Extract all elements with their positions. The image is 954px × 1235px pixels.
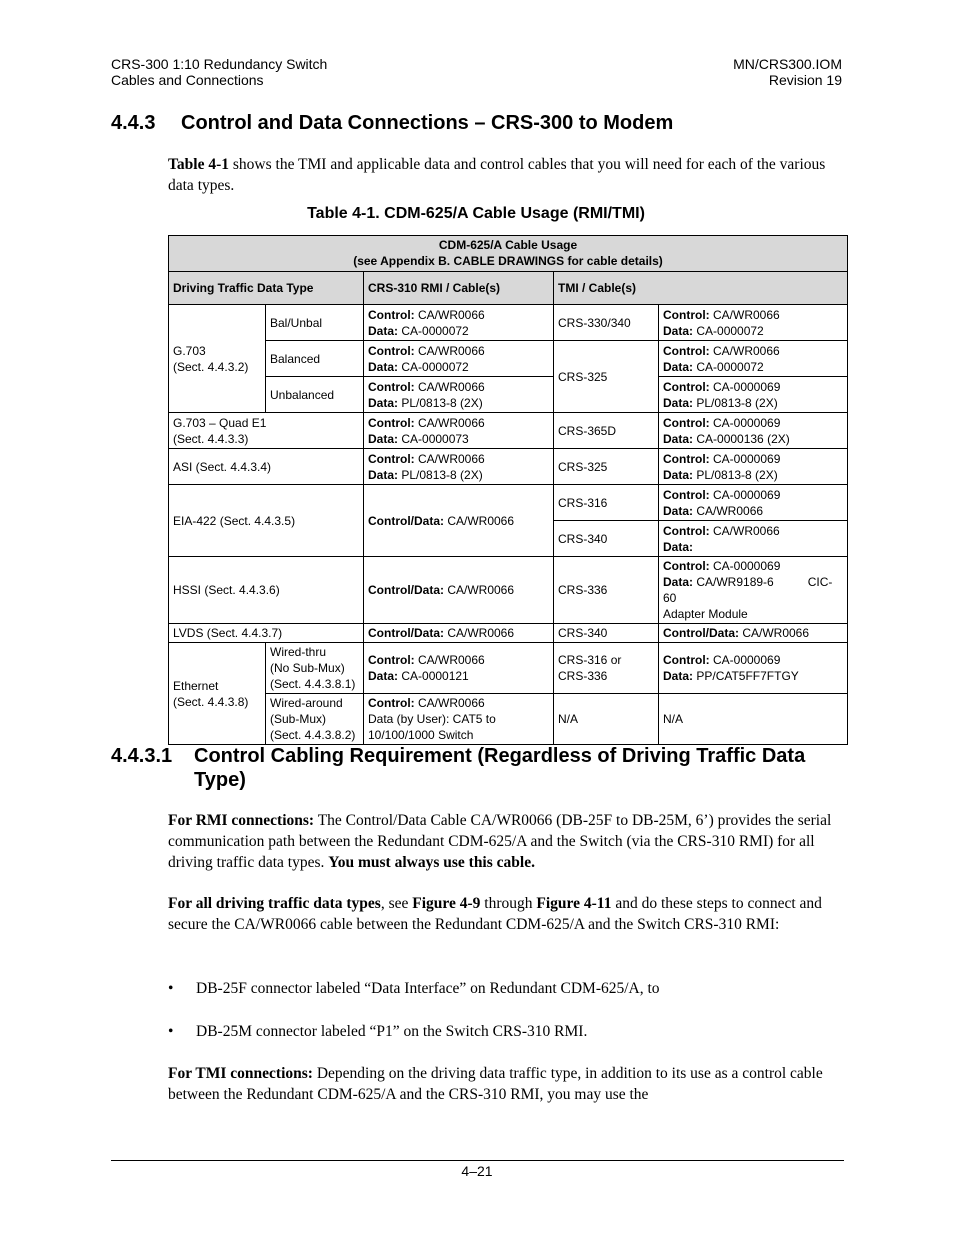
data-label: Data: [368,359,399,374]
header-revision: Revision 19 [768,72,842,88]
rmi-emphasis: You must always use this cable. [328,854,535,871]
table-reference: Table 4-1 [168,156,230,173]
subtype-cell: Unbalanced [266,377,364,413]
control-label: Control: [368,451,415,466]
tmi-cell: CRS-365D [554,413,659,449]
rmi-cable-cell [364,377,554,413]
data-cable: PL/0813-8 (2X) [693,467,778,482]
data-cable: PL/0813-8 (2X) [693,395,778,410]
control-cable: CA-0000069 [709,559,781,573]
subtype-name: Wired-around [270,696,343,710]
table-row [169,305,848,341]
table-title [169,236,848,272]
tmi-cable-cell [659,305,848,341]
type-cell: LVDS (Sect. 4.4.3.7) [169,624,364,643]
table-row [169,413,848,449]
footer-divider [111,1160,844,1161]
type-cell [169,413,364,449]
tmi-name: CRS-316 or [558,653,622,667]
table-row [169,643,848,694]
subtype-section: (Sect. 4.4.3.8.2) [270,728,356,742]
control-cable: CA-0000069 [709,653,781,667]
type-name: G.703 [173,343,206,358]
control-label: Control: [368,415,415,430]
tmi-cell: CRS-325 [554,449,659,485]
control-label: Control: [663,307,710,322]
control-data-label: Control/Data: [368,583,444,597]
col-header-rmi: CRS-310 RMI / Cable(s) [364,272,554,305]
tmi-cell: N/A [554,694,659,745]
control-cable: CA/WR0066 [414,653,485,667]
tmi-cell: CRS-340 [554,624,659,643]
control-cable: CA/WR0066 [414,696,485,710]
control-label: Control: [368,653,415,667]
header-doc-id: MN/CRS300.IOM [733,56,842,72]
control-label: Control: [663,523,710,538]
control-label: Control: [368,307,415,322]
table-header-row [169,272,848,305]
data-cable: CA-0000072 [398,323,469,338]
control-cable: CA-0000069 [709,487,781,502]
col-header-type: Driving Traffic Data Type [169,272,364,305]
rmi-text: The Control/Data Cable CA/WR0066 (DB-25F to DB-25M, 6’) provides the serial communication path between the Redundant CDM-625/A and the Switch (via the CRS-310 RMI) for all driving traffic data types. [168,812,832,871]
table-row [169,624,848,643]
tmi-name-alt: CRS-336 [558,669,608,683]
control-label: Control: [663,487,710,502]
running-header-right [733,56,842,88]
tmi-cell: CRS-340 [554,521,659,557]
tmi-cell [554,643,659,694]
tmi-text: Depending on the driving data traffic type, in addition to its use as a control cable between the Redundant CDM-625/A and the CRS-310 RMI, you may use the [168,1065,823,1103]
section-number: 4.4.3 [111,112,156,134]
type-name: G.703 – Quad E1 [173,415,267,430]
tmi-cable-cell [659,643,848,694]
rmi-cable-cell [364,305,554,341]
subtype-section: (Sect. 4.4.3.8.1) [270,677,356,691]
table-title-note: (see Appendix B. CABLE DRAWINGS for cable details) [353,254,663,268]
col-header-tmi: TMI / Cable(s) [554,272,848,305]
intro-paragraph [168,154,848,196]
section-title: Control and Data Connections – CRS-300 to Modem [181,112,674,134]
tmi-cable-cell [659,449,848,485]
type-cell [169,643,266,745]
control-cable: CA/WR0066 [709,307,780,322]
tmi-cable-cell [659,413,848,449]
control-data-label: Control/Data: [368,513,444,528]
type-name: Ethernet [173,678,219,693]
rmi-cable-cell [364,485,554,557]
rmi-cable-cell [364,643,554,694]
data-label: Data: [663,539,694,554]
tmi-lead: For TMI connections: [168,1065,313,1082]
subtype-note: (Sub-Mux) [270,712,327,726]
type-section: (Sect. 4.4.3.8) [173,694,249,709]
data-cable: CA/WR0066 [693,503,764,518]
bullet-text: DB-25F connector labeled “Data Interface” on Redundant CDM-625/A, to [196,980,660,997]
subtype-cell [266,694,364,745]
tmi-cable-cell [659,341,848,377]
control-cable: CA/WR0066 [709,343,780,358]
subtype-note: (No Sub-Mux) [270,661,345,675]
control-data-label: Control/Data: [663,626,739,640]
data-label: Data: [663,669,694,683]
control-cable: CA-0000069 [709,451,781,466]
data-label: Data: [368,431,399,446]
tmi-paragraph [168,1063,848,1105]
type-section: (Sect. 4.4.3.3) [173,431,249,446]
data-label: Data: [368,395,399,410]
table-row [169,341,848,377]
control-cable: CA/WR0066 [414,343,485,358]
page-number: 4–21 [461,1163,493,1179]
control-label: Control: [663,451,710,466]
data-label: Data: [368,669,399,683]
data-cable: CA-0000121 [398,669,469,683]
bullet-item [168,1021,587,1042]
control-label: Control: [663,559,710,573]
type-cell: EIA-422 (Sect. 4.4.3.5) [169,485,364,557]
figure-reference: Figure 4-11 [536,895,612,912]
control-cable: CA/WR0066 [414,379,485,394]
data-cable: CA-0000072 [693,323,764,338]
adapter-module: Adapter Module [663,607,748,621]
all-types-text: and do these steps to connect and secure the CA/WR0066 cable between the Redundant CDM-625/A and the Switch CRS-310 RMI: [168,895,822,933]
section-heading [111,112,673,135]
control-data-cable: CA/WR0066 [739,626,810,640]
rmi-cable-cell [364,694,554,745]
tmi-cable-cell [659,521,848,557]
tmi-cell: CRS-336 [554,557,659,624]
rmi-cable-cell [364,341,554,377]
data-cable: CA-0000072 [693,359,764,374]
subtype-cell: Bal/Unbal [266,305,364,341]
all-types-paragraph [168,893,848,935]
control-label: Control: [368,379,415,394]
control-data-label: Control/Data: [368,626,444,640]
cable-usage-table [168,235,848,745]
rmi-cable-cell [364,557,554,624]
data-cable: PL/0813-8 (2X) [398,467,483,482]
control-label: Control: [663,415,710,430]
tmi-cable-cell [659,624,848,643]
data-label: Data: [663,395,694,410]
type-cell: ASI (Sect. 4.4.3.4) [169,449,364,485]
tmi-cell: CRS-316 [554,485,659,521]
data-cable: CA/WR9189-6 [693,575,774,589]
tmi-cell: CRS-325 [554,341,659,413]
tmi-cable-cell [659,485,848,521]
adapter-cable: CIC-60 [663,575,833,605]
user-data-switch: 10/100/1000 Switch [368,728,474,742]
control-label: Control: [663,379,710,394]
subtype-cell: Balanced [266,341,364,377]
control-data-cable: CA/WR0066 [444,583,515,597]
bullet-icon: • [168,980,174,997]
type-cell [169,305,266,413]
intro-text: shows the TMI and applicable data and control cables that you will need for each of the various data types. [168,156,826,194]
table-row [169,694,848,745]
running-header-left [111,56,327,88]
control-cable: CA/WR0066 [709,523,780,538]
header-chapter: Cables and Connections [111,72,264,88]
data-label: Data: [368,323,399,338]
bullet-text: DB-25M connector labeled “P1” on the Switch CRS-310 RMI. [196,1023,588,1040]
subsection-heading [111,744,841,792]
data-label: Data: [663,323,694,338]
control-data-cable: CA/WR0066 [444,626,515,640]
data-cable: CA-0000072 [398,359,469,374]
subtype-name: Wired-thru [270,645,327,659]
all-types-lead: For all driving traffic data types [168,895,381,912]
control-cable: CA-0000069 [709,379,781,394]
header-product: CRS-300 1:10 Redundancy Switch [111,56,328,72]
control-cable: CA/WR0066 [414,307,485,322]
rmi-cable-cell [364,624,554,643]
rmi-cable-cell [364,413,554,449]
tmi-cable-cell [659,377,848,413]
control-data-cable: CA/WR0066 [444,513,515,528]
tmi-cell: CRS-330/340 [554,305,659,341]
control-label: Control: [663,653,710,667]
data-cable: CA-0000073 [398,431,469,446]
subsection-number: 4.4.3.1 [111,745,173,767]
subsection-title: Control Cabling Requirement (Regardless of Driving Traffic Data Type) [194,745,806,791]
all-types-text: , see [380,895,413,912]
control-cable: CA/WR0066 [414,451,485,466]
bullet-item [168,978,660,999]
table-caption: Table 4-1. CDM-625/A Cable Usage (RMI/TMI) [307,205,645,222]
all-types-text: through [480,895,537,912]
control-label: Control: [368,343,415,358]
table-row [169,449,848,485]
rmi-lead: For RMI connections: [168,812,315,829]
type-cell: HSSI (Sect. 4.4.3.6) [169,557,364,624]
bullet-icon: • [168,1023,174,1040]
table-row [169,377,848,413]
tmi-cable-cell: N/A [659,694,848,745]
data-label: Data: [663,503,694,518]
subtype-cell [266,643,364,694]
control-cable: CA-0000069 [709,415,781,430]
control-cable: CA/WR0066 [414,415,485,430]
rmi-cable-cell [364,449,554,485]
table-row [169,557,848,624]
data-label: Data: [663,431,694,446]
data-label: Data: [663,467,694,482]
rmi-paragraph [168,810,848,873]
table-title-line: CDM-625/A Cable Usage [438,238,578,252]
control-label: Control: [368,696,415,710]
data-cable: CA-0000136 (2X) [693,431,790,446]
data-label: Data: [663,575,694,589]
table-row [169,485,848,521]
tmi-cable-cell [659,557,848,624]
control-label: Control: [663,343,710,358]
user-data-cable: Data (by User): CAT5 to [368,712,496,726]
data-label: Data: [368,467,399,482]
type-section: (Sect. 4.4.3.2) [173,359,249,374]
table-title-row [169,236,848,272]
data-cable: PL/0813-8 (2X) [398,395,483,410]
data-label: Data: [663,359,694,374]
data-cable: PP/CAT5FF7FTGY [693,669,799,683]
figure-reference: Figure 4-9 [412,895,481,912]
